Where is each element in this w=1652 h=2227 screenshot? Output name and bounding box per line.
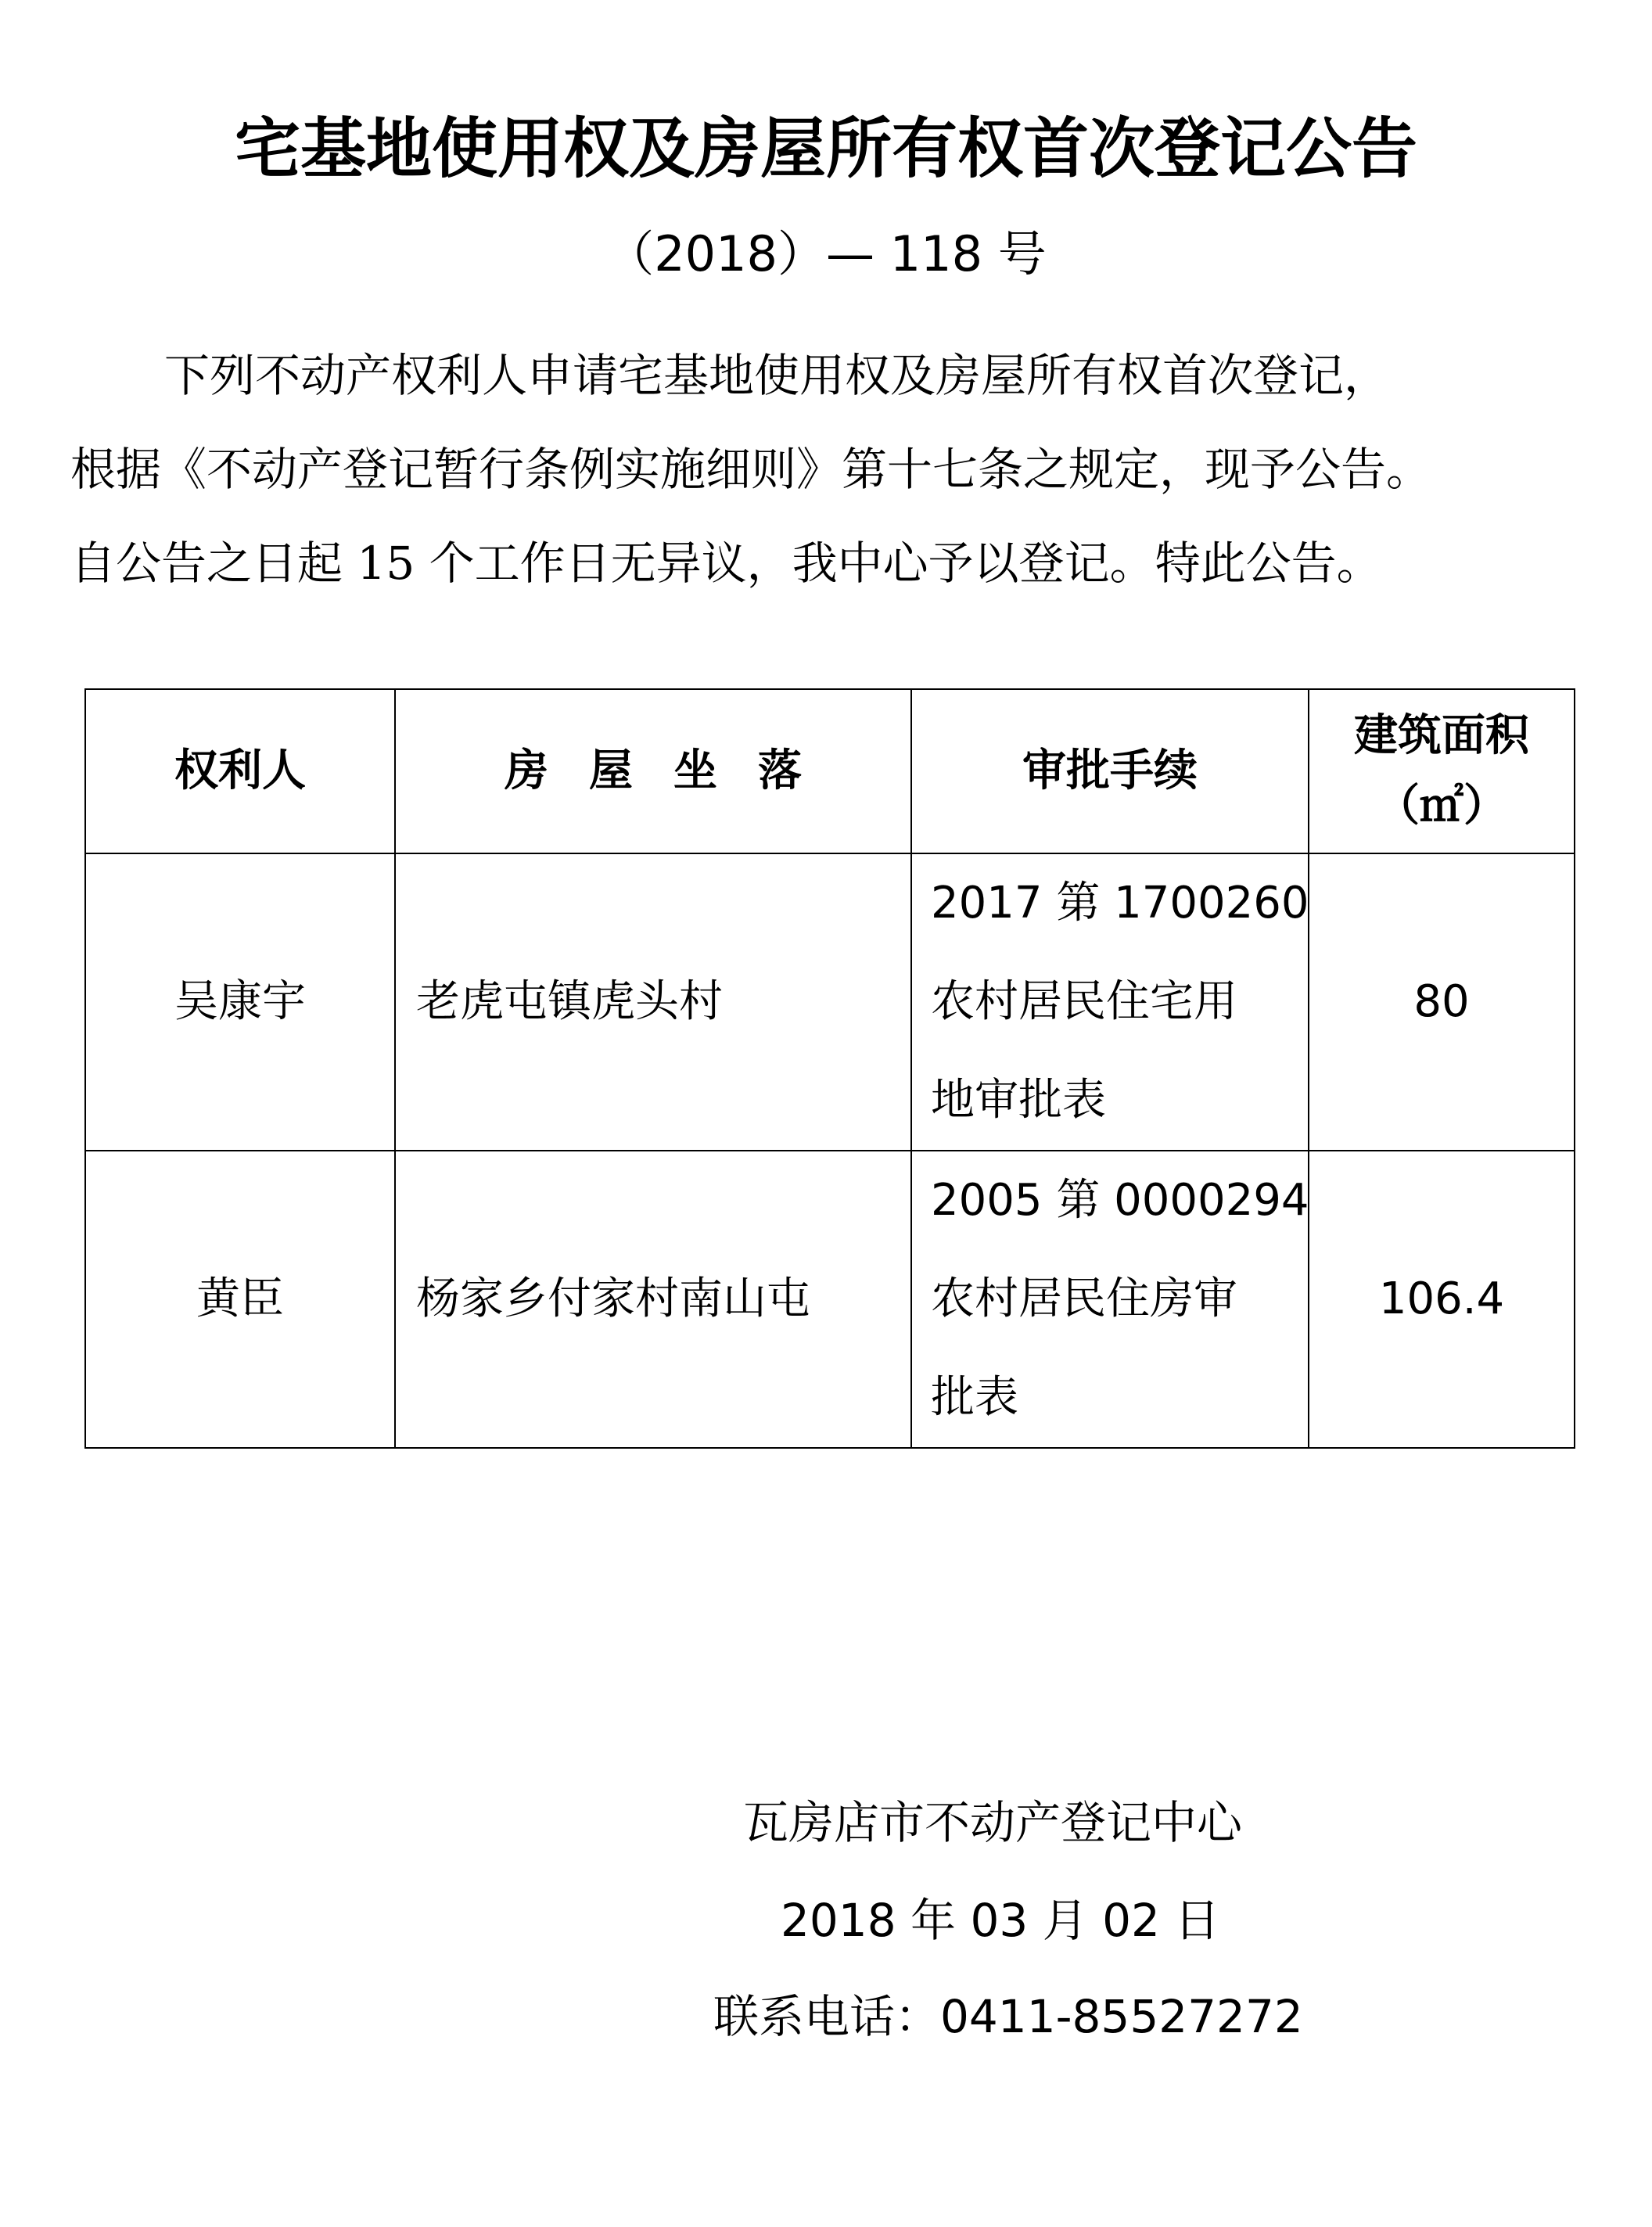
notice-paragraph	[70, 329, 1627, 610]
approval-line: 批表	[931, 1372, 1018, 1423]
notice-title: 宅基地使用权及房屋所有权首次登记公告	[234, 110, 1417, 187]
cell-holder: 吴康宇	[85, 853, 395, 1151]
approval-line: 农村居民住房审	[931, 1273, 1237, 1324]
cell-approval	[911, 1151, 1309, 1448]
cell-area: 80	[1309, 853, 1575, 1151]
footer-date: 2018 年 03 月 02 日	[781, 1894, 1220, 1947]
cell-approval	[911, 853, 1309, 1151]
paragraph-line: 自公告之日起 15 个工作日无异议，我中心予以登记。特此公告。	[70, 537, 1382, 590]
table-row	[85, 853, 1575, 1151]
registry-table	[84, 688, 1575, 1449]
footer-phone: 联系电话：0411-85527272	[713, 1990, 1303, 2043]
notice-number: （2018）— 118 号	[605, 225, 1047, 282]
header-holder: 权利人	[85, 689, 395, 853]
approval-line: 地审批表	[931, 1075, 1106, 1126]
cell-area: 106.4	[1309, 1151, 1575, 1448]
table-row	[85, 1151, 1575, 1448]
paragraph-line: 根据《不动产登记暂行条例实施细则》第十七条之规定，现予公告。	[70, 443, 1432, 496]
header-location	[395, 689, 911, 853]
approval-line: 农村居民住宅用	[931, 976, 1237, 1027]
cell-holder: 黄臣	[85, 1151, 395, 1448]
approval-line: 2005 第 0000294	[931, 1175, 1309, 1226]
cell-location: 杨家乡付家村南山屯	[395, 1151, 911, 1448]
header-area	[1309, 689, 1575, 853]
header-area-label: 建筑面积	[1354, 710, 1529, 761]
header-location-label: 房屋坐落	[505, 745, 842, 796]
header-area-unit: （㎡）	[1376, 781, 1507, 832]
approval-line: 2017 第 1700260	[931, 878, 1309, 929]
paragraph-line: 下列不动产权利人申请宅基地使用权及房屋所有权首次登记，	[164, 349, 1390, 402]
table-header-row	[85, 689, 1575, 853]
cell-location: 老虎屯镇虎头村	[395, 853, 911, 1151]
footer-issuer: 瓦房店市不动产登记中心	[743, 1796, 1243, 1849]
header-approval: 审批手续	[911, 689, 1309, 853]
